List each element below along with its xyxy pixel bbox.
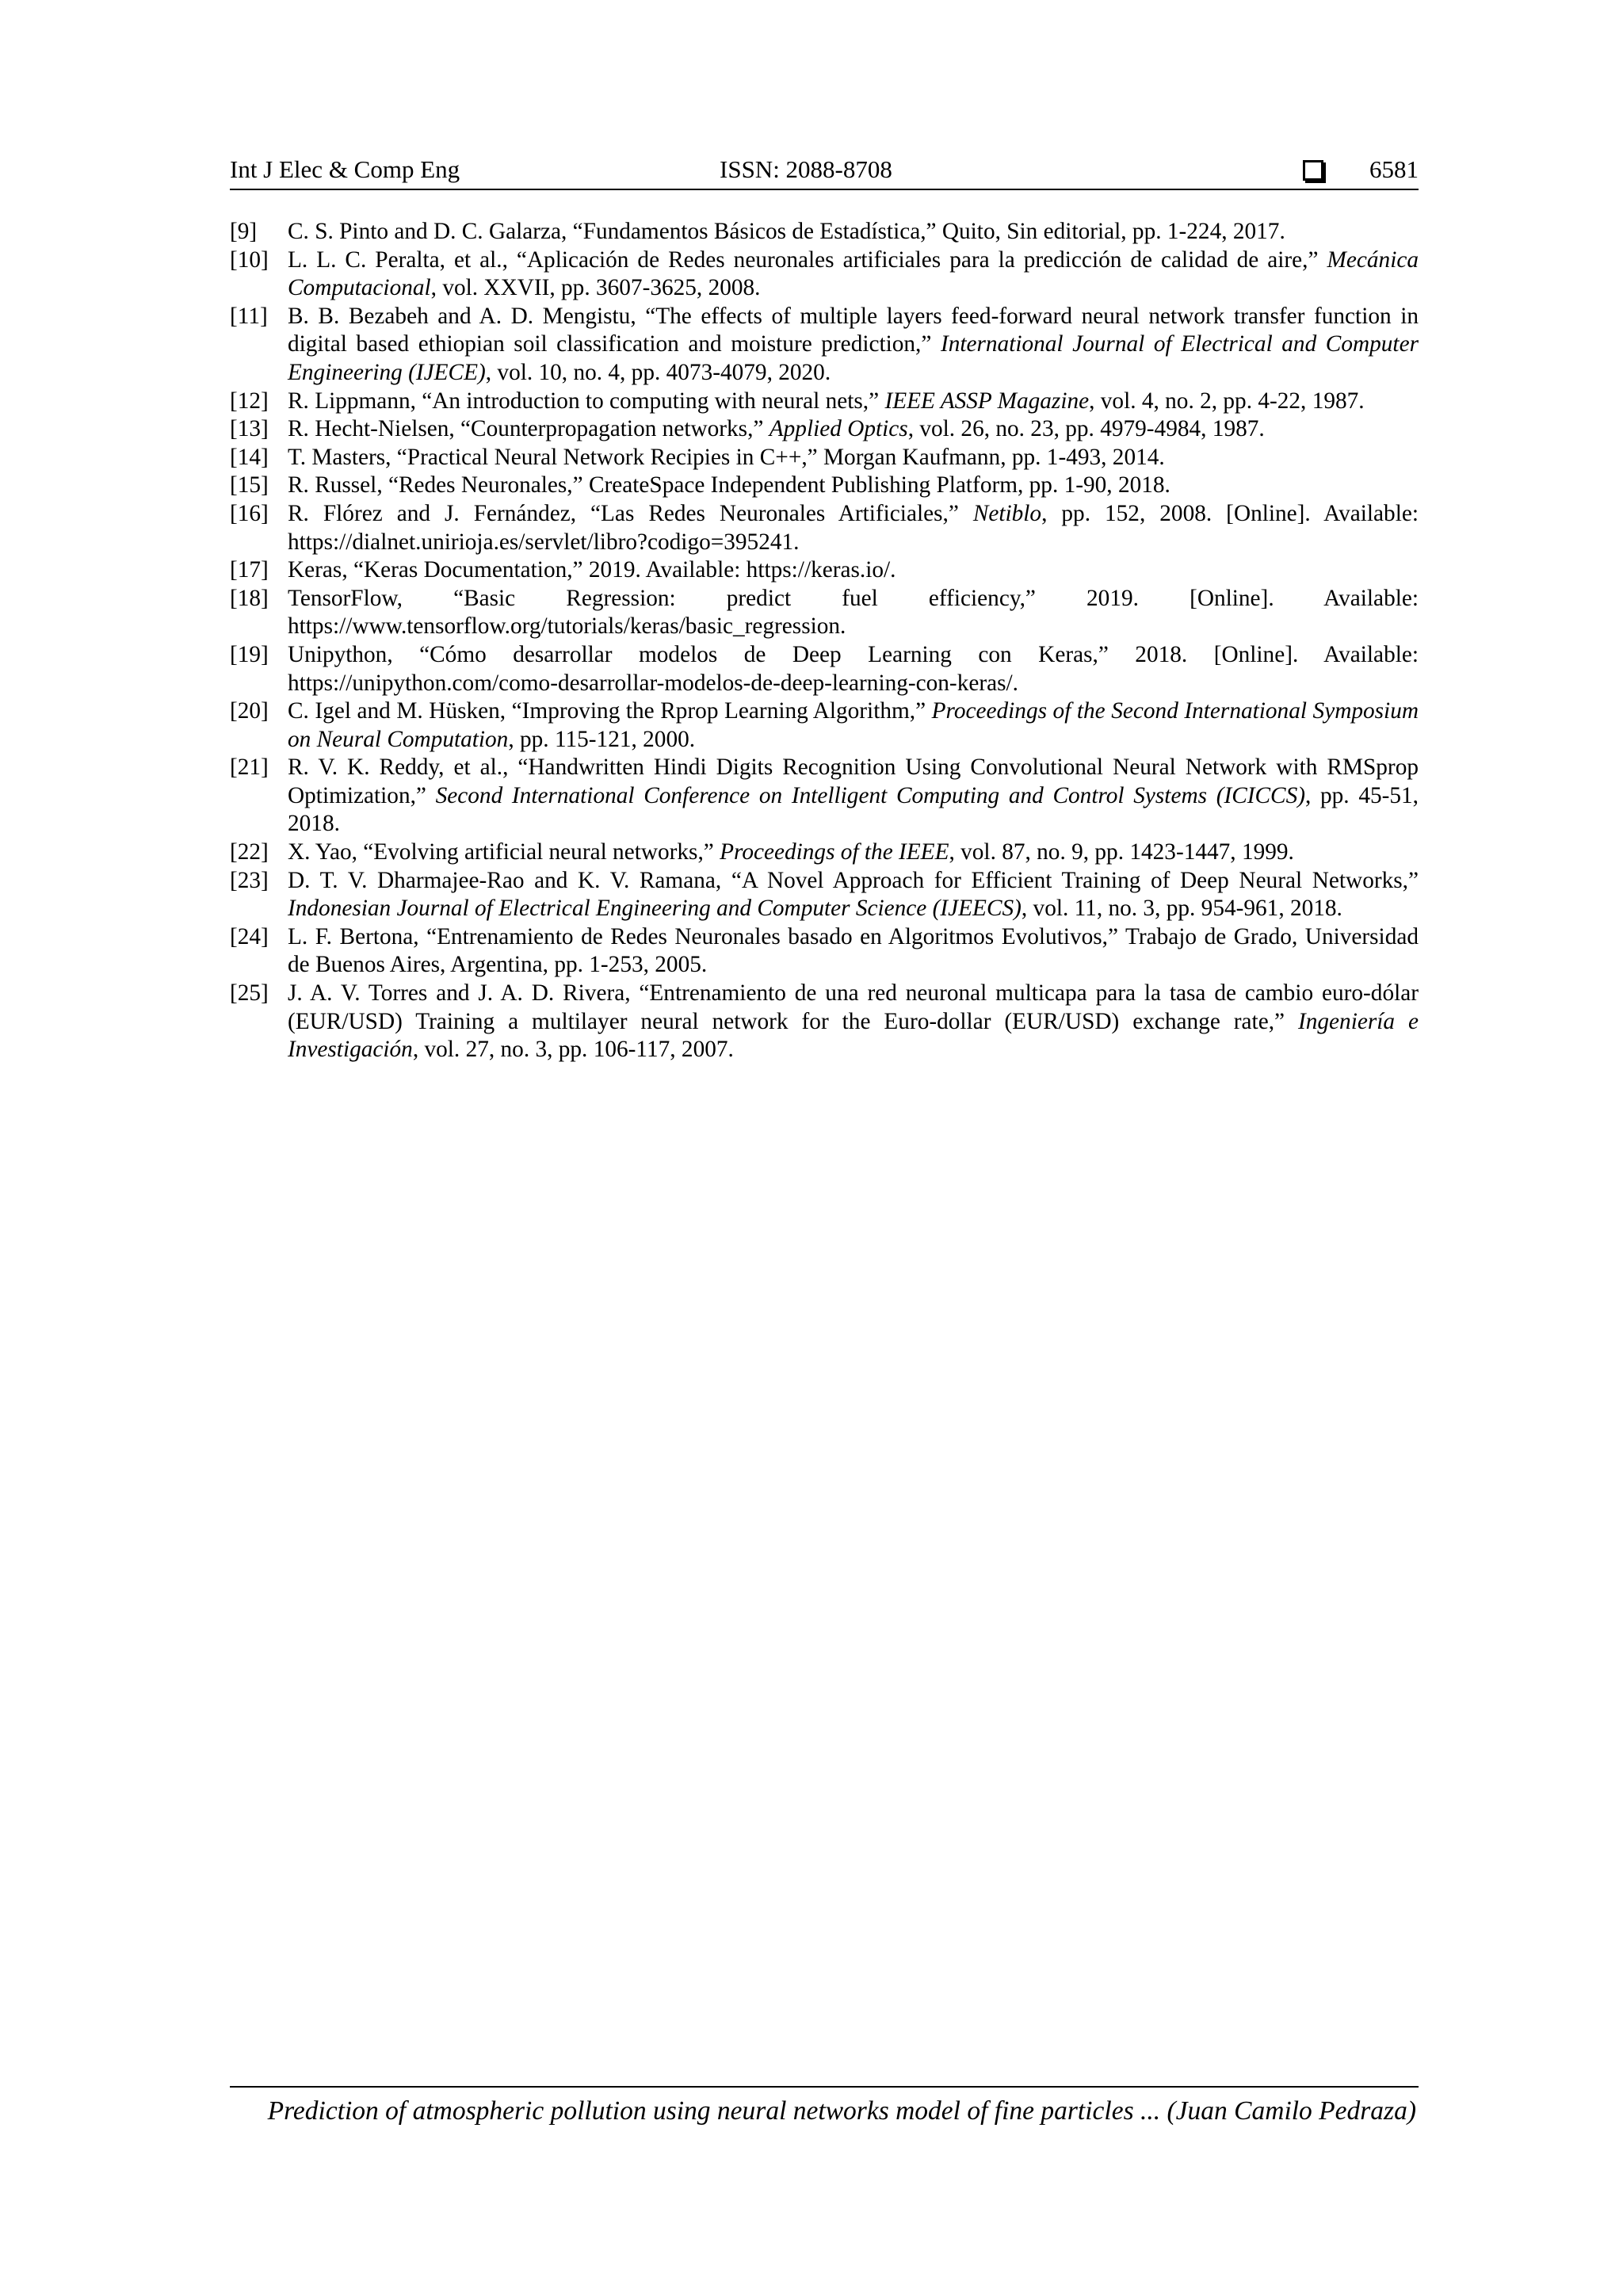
- reference-text: , vol. XXVII, pp. 3607-3625, 2008.: [430, 275, 761, 301]
- reference-source-title: Mecánica Computacional: [288, 246, 1419, 301]
- reference-text: , vol. 11, no. 3, pp. 954-961, 2018.: [1021, 896, 1342, 922]
- reference-text: X. Yao, “Evolving artificial neural networks,”: [288, 839, 720, 865]
- reference-number: [13]: [230, 416, 269, 442]
- reference-text: R. Hecht-Nielsen, “Counterpropagation networks,”: [288, 416, 769, 442]
- reference-text: R. V. K. Reddy, et al., “Handwritten Hindi Digits Recognition Using Convolutional Neural Network with RMSprop Optimization,”: [288, 755, 1419, 808]
- reference-item: [230, 218, 1419, 246]
- page-header: [230, 152, 1419, 190]
- square-box-icon: [1303, 160, 1323, 181]
- reference-item: [230, 415, 1419, 444]
- page-number: 6581: [1369, 155, 1419, 183]
- reference-text: R. Flórez and J. Fernández, “Las Redes Neuronales Artificiales,”: [288, 500, 973, 526]
- reference-text: , pp. 152, 2008. [Online]. Available: https://dialnet.unirioja.es/servlet/libro?codigo=395241.: [288, 500, 1419, 555]
- reference-item: [230, 641, 1419, 697]
- reference-number: [23]: [230, 867, 269, 893]
- reference-text: B. B. Bezabeh and A. D. Mengistu, “The effects of multiple layers feed-forward neural network transfer function in digital based ethiopian soil classification and moisture prediction,”: [288, 303, 1419, 357]
- reference-item: [230, 444, 1419, 472]
- reference-number: [21]: [230, 755, 269, 781]
- reference-source-title: IEEE ASSP Magazine: [884, 388, 1090, 414]
- reference-text: TensorFlow, “Basic Regression: predict fuel efficiency,” 2019. [Online]. Available: https://www.tensorflow.org/tutorials/keras/basic_regression.: [288, 585, 1419, 640]
- reference-text: , vol. 4, no. 2, pp. 4-22, 1987.: [1089, 388, 1365, 414]
- reference-text: , pp. 45-51, 2018.: [288, 782, 1419, 837]
- reference-text: R. Lippmann, “An introduction to computing with neural nets,”: [288, 388, 885, 414]
- reference-source-title: Second International Conference on Intelligent Computing and Control Systems (ICICCS): [435, 782, 1305, 808]
- reference-text: , vol. 87, no. 9, pp. 1423-1447, 1999.: [949, 839, 1294, 865]
- reference-text: D. T. V. Dharmajee-Rao and K. V. Ramana, “A Novel Approach for Efficient Training of Deep Neural Networks,”: [288, 867, 1419, 893]
- reference-text: T. Masters, “Practical Neural Network Recipies in C++,” Morgan Kaufmann, pp. 1-493, 2014.: [288, 444, 1165, 470]
- reference-text: C. Igel and M. Hüsken, “Improving the Rprop Learning Algorithm,”: [288, 698, 932, 724]
- reference-text: , pp. 115-121, 2000.: [508, 726, 696, 752]
- reference-text: , vol. 26, no. 23, pp. 4979-4984, 1987.: [907, 416, 1265, 442]
- reference-item: [230, 303, 1419, 388]
- reference-item: [230, 472, 1419, 500]
- reference-text: Unipython, “Cómo desarrollar modelos de Deep Learning con Keras,” 2018. [Online]. Available: https://unipython.com/como-desarrollar-modelos-de-deep-learning-con-keras/.: [288, 641, 1419, 696]
- reference-source-title: Netiblo: [972, 500, 1042, 526]
- reference-text: L. F. Bertona, “Entrenamiento de Redes Neuronales basado en Algoritmos Evolutivos,” Trabajo de Grado, Universidad de Buenos Aires, Argentina, pp. 1-253, 2005.: [288, 923, 1419, 978]
- reference-source-title: Proceedings of the Second International Symposium on Neural Computation: [288, 698, 1419, 752]
- reference-source-title: Applied Optics: [769, 416, 908, 442]
- reference-item: [230, 697, 1419, 754]
- reference-source-title: Ingeniería e Investigación: [288, 1008, 1419, 1063]
- reference-number: [18]: [230, 585, 269, 611]
- reference-item: [230, 246, 1419, 303]
- reference-item: [230, 585, 1419, 641]
- journal-name: Int J Elec & Comp Eng: [230, 155, 460, 183]
- reference-text: J. A. V. Torres and J. A. D. Rivera, “Entrenamiento de una red neuronal multicapa para la tasa de cambio euro-dólar (EUR/USD) Training a multilayer neural network for the Euro-dollar (EUR/USD) exchange rate,”: [288, 980, 1419, 1034]
- reference-number: [12]: [230, 388, 269, 414]
- reference-item: [230, 839, 1419, 867]
- reference-number: [24]: [230, 923, 269, 949]
- reference-item: [230, 500, 1419, 556]
- footer-running-title: Prediction of atmospheric pollution using neural networks model of fine particles ... (Juan Camilo Pedraza): [267, 2096, 1416, 2126]
- reference-item: [230, 867, 1419, 923]
- issn: ISSN: 2088-8708: [720, 155, 892, 183]
- reference-item: [230, 754, 1419, 839]
- reference-text: L. L. C. Peralta, et al., “Aplicación de Redes neuronales artificiales para la predicción de calidad de aire,”: [288, 246, 1327, 273]
- reference-item: [230, 388, 1419, 416]
- reference-number: [22]: [230, 839, 269, 865]
- reference-source-title: International Journal of Electrical and Computer Engineering (IJECE): [288, 331, 1419, 385]
- reference-source-title: Proceedings of the IEEE: [720, 839, 949, 865]
- reference-item: [230, 980, 1419, 1064]
- reference-number: [15]: [230, 472, 269, 499]
- reference-text: , vol. 10, no. 4, pp. 4073-4079, 2020.: [485, 359, 831, 385]
- reference-source-title: Indonesian Journal of Electrical Engineering and Computer Science (IJEECS): [288, 896, 1022, 922]
- reference-text: R. Russel, “Redes Neuronales,” CreateSpace Independent Publishing Platform, pp. 1-90, 2018.: [288, 472, 1170, 499]
- reference-item: [230, 923, 1419, 980]
- reference-number: [16]: [230, 500, 269, 526]
- reference-number: [17]: [230, 557, 269, 583]
- reference-list: [230, 218, 1419, 1064]
- page-footer: [230, 2086, 1419, 2126]
- reference-number: [9]: [230, 219, 258, 244]
- reference-text: , vol. 27, no. 3, pp. 106-117, 2007.: [412, 1037, 734, 1063]
- reference-number: [14]: [230, 444, 269, 470]
- reference-number: [10]: [230, 246, 269, 273]
- reference-number: [20]: [230, 698, 269, 724]
- reference-item: [230, 556, 1419, 585]
- reference-text: Keras, “Keras Documentation,” 2019. Available: https://keras.io/.: [288, 557, 896, 583]
- reference-number: [11]: [230, 303, 268, 329]
- reference-number: [25]: [230, 980, 269, 1007]
- reference-text: C. S. Pinto and D. C. Galarza, “Fundamentos Básicos de Estadística,” Quito, Sin editorial, pp. 1-224, 2017.: [288, 219, 1285, 244]
- reference-number: [19]: [230, 641, 269, 667]
